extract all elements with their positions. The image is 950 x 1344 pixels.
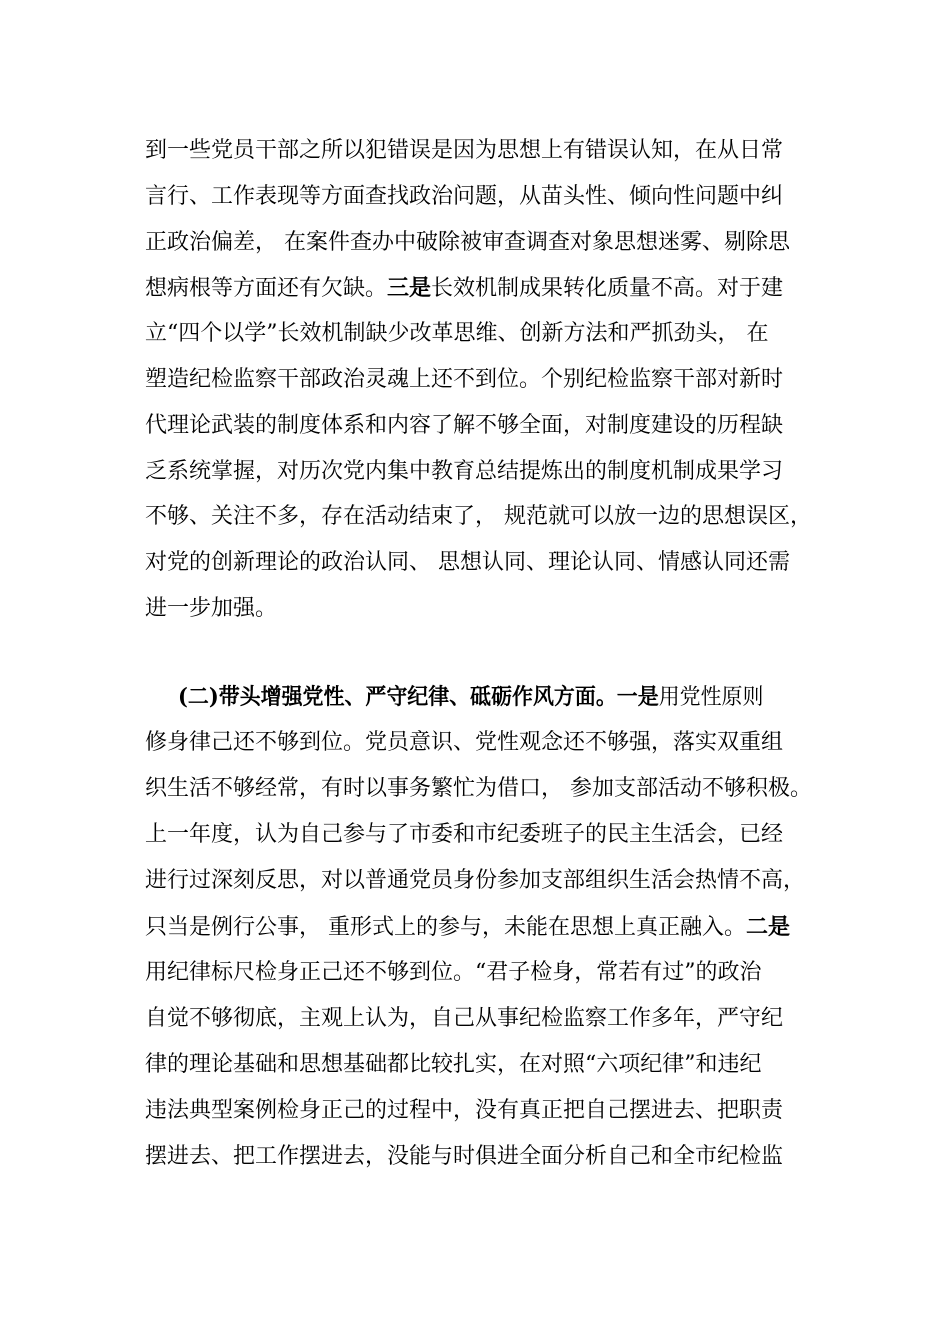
body-text: 律的理论基础和思想基础都比较扎实，在对照“六项纪律”和违纪 xyxy=(145,1052,762,1077)
text-line xyxy=(145,728,835,758)
text-line xyxy=(145,594,835,624)
body-text: 自觉不够彻底，主观上认为，自己从事纪检监察工作多年，严守纪 xyxy=(145,1006,784,1031)
body-text: 正政治偏差， 在案件查办中破除被审查调查对象思想迷雾、剔除思 xyxy=(145,230,790,255)
text-line xyxy=(145,136,835,166)
text-line xyxy=(145,411,835,441)
text-line xyxy=(145,457,835,487)
body-text: 乏系统掌握，对历次党内集中教育总结提炼出的制度机制成果学习 xyxy=(145,459,784,484)
bold-text: 一是 xyxy=(616,684,659,710)
text-line xyxy=(145,774,835,804)
body-text: 违法典型案例检身正己的过程中，没有真正把自己摆进去、把职责 xyxy=(145,1098,784,1123)
text-line xyxy=(178,682,835,713)
bold-text: 三是 xyxy=(387,275,432,301)
text-line xyxy=(145,502,835,532)
body-text: 进行过深刻反思，对以普通党员身份参加支部组织生活会热情不高， xyxy=(145,868,806,893)
body-text: 长效机制成果转化质量不高。对于建 xyxy=(431,276,784,301)
text-line xyxy=(145,1004,835,1034)
body-text: 进一步加强。 xyxy=(145,596,278,621)
text-line xyxy=(145,958,835,988)
text-line xyxy=(145,1142,835,1172)
body-text: 对党的创新理论的政治认同、 思想认同、理论认同、情感认同还需 xyxy=(145,550,790,575)
bold-text: (二)带头增强党性、严守纪律、砥砺作风方面。 xyxy=(178,684,617,710)
text-line xyxy=(145,319,835,349)
body-text: 代理论武装的制度体系和内容了解不够全面，对制度建设的历程缺 xyxy=(145,413,784,438)
body-text: 立“四个以学”长效机制缺少改革思维、创新方法和严抓劲头， 在 xyxy=(145,321,769,346)
body-text: 用党性原则 xyxy=(658,685,764,710)
text-line xyxy=(145,1096,835,1126)
body-text: 织生活不够经常，有时以事务繁忙为借口， 参加支部活动不够积极。 xyxy=(145,776,812,801)
text-line xyxy=(145,820,835,850)
body-text: 只当是例行公事， 重形式上的参与，未能在思想上真正融入。 xyxy=(145,915,746,940)
body-text: 不够、关注不多，存在活动结束了， 规范就可以放一边的思想误区， xyxy=(145,504,812,529)
bold-text: 二是 xyxy=(746,914,791,940)
text-line xyxy=(145,866,835,896)
body-text: 塑造纪检监察干部政治灵魂上还不到位。个别纪检监察干部对新时 xyxy=(145,367,784,392)
text-line xyxy=(145,228,835,258)
text-line xyxy=(145,1050,835,1080)
body-text: 言行、工作表现等方面查找政治问题，从苗头性、倾向性问题中纠 xyxy=(145,184,784,209)
body-text: 用纪律标尺检身正己还不够到位。“君子检身，常若有过”的政治 xyxy=(145,960,762,985)
body-text: 想病根等方面还有欠缺。 xyxy=(145,276,388,301)
text-line xyxy=(145,912,835,943)
text-line xyxy=(145,365,835,395)
text-line xyxy=(145,548,835,578)
text-line xyxy=(145,182,835,212)
body-text: 到一些党员干部之所以犯错误是因为思想上有错误认知，在从日常 xyxy=(145,138,784,163)
body-text: 摆进去、把工作摆进去，没能与时俱进全面分析自己和全市纪检监 xyxy=(145,1144,784,1169)
text-line xyxy=(145,273,835,304)
body-text: 修身律己还不够到位。党员意识、党性观念还不够强，落实双重组 xyxy=(145,730,784,755)
body-text: 上一年度，认为自己参与了市委和市纪委班子的民主生活会，已经 xyxy=(145,822,784,847)
